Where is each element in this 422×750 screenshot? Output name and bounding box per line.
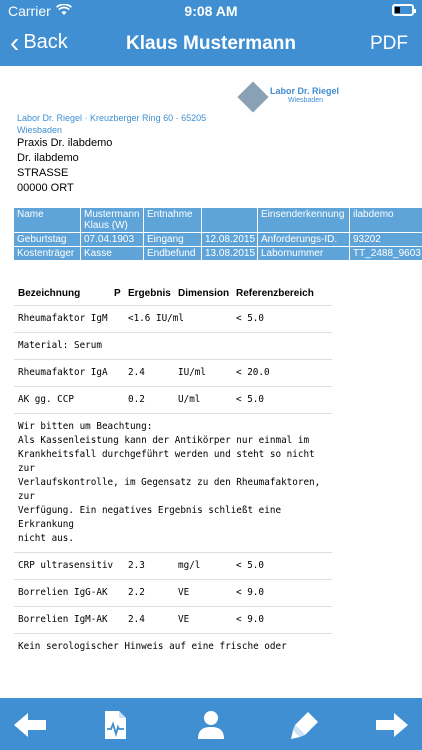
recipient-line: 00000 ORT [17,182,74,194]
result-reference: < 5.0 [236,313,264,324]
result-dimension: IU/ml [178,367,206,378]
navigation-bar [0,22,422,66]
clock: 9:08 AM [184,3,238,19]
recipient-line: STRASSE [17,167,69,179]
info-cell: Mustermann Klaus (W) [81,208,144,232]
table-row [14,580,332,607]
patient-info-row [14,232,422,246]
result-value: 2.4 [128,367,145,378]
info-cell: Eingang [144,233,202,246]
header-cell: Ergebnis [128,288,171,299]
results-header [14,284,332,306]
user-icon[interactable] [196,710,226,740]
info-cell: Einsenderkennung [258,208,350,232]
info-cell: Anforderungs-ID. [258,233,350,246]
info-cell: ilabdemo [353,209,394,220]
table-row [14,553,332,580]
result-value: 0.2 [128,394,145,405]
info-cell: Entnahme [144,208,202,232]
result-value: <1.6 IU/ml [128,313,184,324]
info-cell: 93202 [353,234,381,245]
result-name: Rheumafaktor IgM [18,313,108,324]
table-row [14,607,332,634]
patient-info-row [14,246,422,260]
document-chart-icon[interactable] [100,710,130,740]
carrier-label: Carrier [8,3,51,19]
result-flag [114,366,128,380]
result-note: Material: Serum [14,333,332,360]
logo-city: Wiesbaden [288,97,324,104]
patient-info-table [14,208,422,260]
battery-icon [392,4,414,16]
result-name: AK gg. CCP [18,394,74,405]
info-cell: Labornummer [258,247,350,260]
result-name: Borrelien IgM-AK [18,614,108,625]
info-cell: Kasse [81,247,144,260]
table-row [14,387,332,414]
result-value: 2.4 [128,614,145,625]
back-label: Back [23,31,68,53]
info-cell: 12.08.2015 [202,233,258,246]
result-reference: < 20.0 [236,367,270,378]
sender-address [17,112,217,136]
result-flag [114,559,128,573]
recipient-address [17,136,112,196]
logo-name: Labor Dr. Riegel [270,86,340,96]
results-table [14,284,332,660]
header-cell: P [114,288,121,299]
result-flag [114,312,128,326]
result-reference: < 9.0 [236,614,264,625]
arrow-right-icon[interactable] [374,710,410,740]
header-cell: Dimension [178,288,230,299]
patient-info-row [14,208,422,232]
result-flag [114,393,128,407]
result-value: 2.2 [128,587,145,598]
result-name: CRP ultrasensitiv [18,560,114,571]
logo-mark-icon [237,81,268,112]
result-note: Kein serologischer Hinweis auf eine frische oder [18,641,287,652]
result-reference: < 5.0 [236,560,264,571]
sender-address-city: Wiesbaden [17,125,63,135]
header-cell: Bezeichnung [18,288,81,299]
info-cell: Endbefund [144,247,202,260]
info-cell [202,208,258,232]
result-name: Borrelien IgG-AK [18,587,108,598]
result-dimension: VE [178,587,190,598]
table-row [14,306,332,333]
result-dimension: mg/l [178,560,201,571]
result-dimension: U/ml [178,394,201,405]
highlighter-icon[interactable] [290,710,320,740]
result-flag [114,586,128,600]
result-value: 2.3 [128,560,145,571]
header-cell: Referenzbereich [236,288,314,299]
sender-address-line: Labor Dr. Riegel · Kreuzberger Ring 60 · 65205 [17,113,207,123]
result-flag [114,613,128,627]
chevron-left-icon: ‹ [10,26,20,58]
info-cell: 13.08.2015 [202,247,258,260]
info-cell: 07.04.1903 [81,233,144,246]
report-content[interactable] [0,66,422,698]
result-reference: < 9.0 [236,587,264,598]
table-row [14,360,332,387]
result-note: Wir bitten um Beachtung: Als Kassenleistung kann der Antikörper nur einmal im Krankheitsfall durchgeführt werden und steht so nicht zur Verlaufskontrolle, im Gegensatz zu den Rheumafaktoren, zur Verfügung. Ein negatives Ergebnis schließt eine Erkrankung nicht aus. [14,414,332,553]
info-cell: TT_2488_9603 [353,248,421,259]
pdf-button[interactable]: PDF [370,33,408,54]
lab-logo [242,84,342,110]
info-cell: Kostenträger [14,247,81,260]
result-dimension: VE [178,614,190,625]
info-cell: Geburtstag [14,233,81,246]
page-title: Klaus Mustermann [126,33,296,54]
result-reference: < 5.0 [236,394,264,405]
status-bar [0,0,422,22]
recipient-line: Dr. ilabdemo [17,152,79,164]
info-cell: Name [14,208,81,232]
bottom-toolbar [0,698,422,750]
result-name: Rheumafaktor IgA [18,367,108,378]
arrow-left-icon[interactable] [12,710,48,740]
recipient-line: Praxis Dr. ilabdemo [17,137,113,149]
